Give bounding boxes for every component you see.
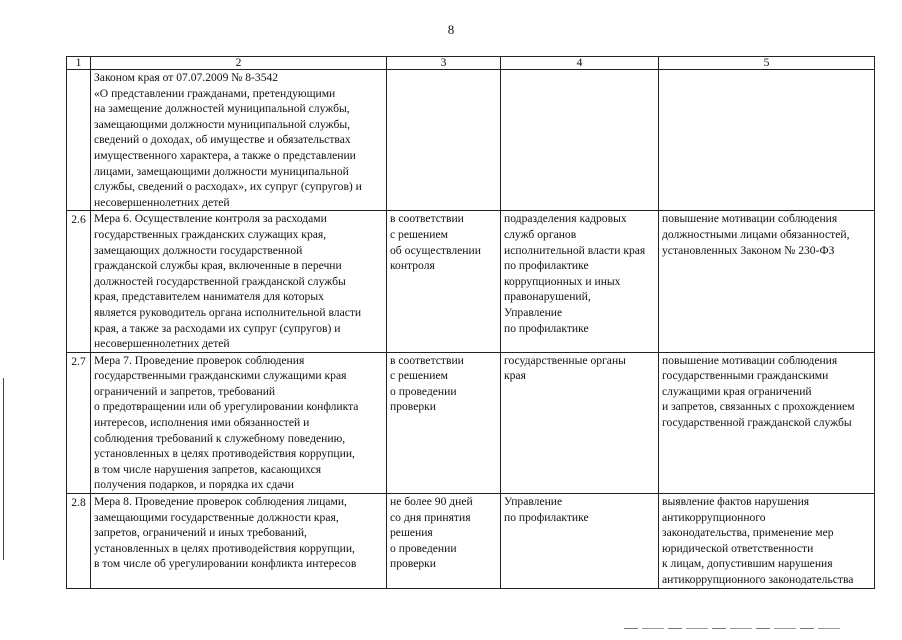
text-line: соблюдения требований к служебному поведению, (94, 431, 346, 445)
text-line: Законом края от 07.07.2009 № 8-3542 (94, 71, 279, 84)
text-line: с решением (390, 369, 448, 383)
responsible-cell (501, 70, 659, 211)
text-line: Мера 6. Осуществление контроля за расходами (94, 212, 327, 226)
text-line: правонарушений, (504, 290, 591, 304)
text-line: в том числе нарушения запретов, касающихся (94, 462, 322, 476)
text-line: служащими края ограничений (662, 384, 812, 398)
header-row (67, 57, 875, 70)
text-line: службы, сведений о расходах», их супруг (супругов) и (94, 180, 362, 194)
page-number: 8 (447, 22, 455, 37)
measure-cell (91, 494, 387, 589)
table-row (67, 352, 875, 493)
text-line: в соответствии (390, 212, 464, 226)
measure-cell (91, 352, 387, 493)
text-line: антикоррупционного законодательства (662, 573, 854, 586)
text-line: по профилактике (504, 259, 589, 273)
text-line: государственных гражданских служащих края, (94, 227, 327, 241)
text-line: установленных в целях противодействия коррупции, (94, 541, 355, 555)
text-line: установленных в целях противодействия коррупции, (94, 447, 355, 461)
text-line: несовершеннолетних детей (94, 337, 230, 351)
measure-cell (91, 70, 387, 211)
text-line: Мера 8. Проведение проверок соблюдения лицами, (94, 495, 347, 509)
text-line: должностными лицами обязанностей, (662, 227, 850, 241)
text-line: государственной гражданской службы (662, 416, 852, 430)
text-line: имущественного характера, а также о представлении (94, 148, 356, 162)
text-line: государственными гражданскими служащими края (94, 369, 347, 383)
row-number: 2.7 (67, 352, 91, 493)
text-line: замещающих должности государственной (94, 243, 303, 257)
text-line: повышение мотивации соблюдения (662, 212, 838, 226)
text-line: с решением (390, 227, 448, 241)
responsible-cell (501, 494, 659, 589)
result-cell (659, 352, 875, 493)
text-line: Управление (504, 305, 563, 319)
header-col-3: 3 (387, 57, 501, 70)
text-line: юридической ответственности (662, 541, 814, 555)
text-line: со дня принятия (390, 510, 471, 524)
responsible-cell (501, 352, 659, 493)
text-line: запретов, ограничений и иных требований, (94, 526, 307, 540)
text-line: ограничений и запретов, требований (94, 384, 276, 398)
text-line: к лицам, допустившим нарушения (662, 557, 833, 571)
text-line: проверки (390, 400, 436, 414)
text-line: получения подарков, и порядка их сдачи (94, 478, 294, 492)
text-line: законодательства, применение мер (662, 526, 834, 540)
result-cell (659, 70, 875, 211)
text-line: края (504, 369, 526, 383)
table-row (67, 70, 875, 211)
text-line: выявление фактов нарушения (662, 495, 810, 509)
text-line: государственные органы (504, 353, 626, 367)
measure-cell (91, 211, 387, 352)
text-line: подразделения кадровых (504, 212, 627, 226)
text-line: проверки (390, 557, 436, 571)
text-line: о проведении (390, 541, 457, 555)
text-line: Мера 7. Проведение проверок соблюдения (94, 353, 305, 367)
deadline-cell (387, 211, 501, 352)
text-line: и запретов, связанных с прохождением (662, 400, 855, 414)
text-line: интересов, исполнения ими обязанностей и (94, 416, 310, 430)
text-line: о проведении (390, 384, 457, 398)
text-line: об осуществлении (390, 243, 481, 257)
text-line: края, а также за расходами их супруг (супругов) и (94, 321, 341, 335)
text-line: замещающими должности муниципальной службы, (94, 117, 351, 131)
row-number: 2.8 (67, 494, 91, 589)
scan-margin-line (3, 378, 4, 560)
result-cell (659, 494, 875, 589)
text-line: служб органов (504, 227, 577, 241)
responsible-cell (501, 211, 659, 352)
text-line: Управление (504, 495, 563, 509)
text-line: в том числе об урегулировании конфликта интересов (94, 557, 357, 571)
text-line: является руководитель органа исполнительной власти (94, 305, 362, 319)
text-line: несовершеннолетних детей (94, 195, 230, 209)
text-line: антикоррупционного (662, 510, 766, 524)
text-line: края, представителем нанимателя для которых (94, 290, 324, 304)
text-line: гражданской службы края, включенные в перечни (94, 259, 342, 273)
text-line: государственными гражданскими (662, 369, 829, 383)
scan-artifact-line (624, 628, 844, 629)
text-line: замещающими государственные должности края, (94, 510, 339, 524)
text-line: не более 90 дней (390, 495, 473, 509)
text-line: повышение мотивации соблюдения (662, 353, 838, 367)
text-line: решения (390, 526, 433, 540)
text-line: сведений о доходах, об имуществе и обязательствах (94, 133, 351, 147)
table-row (67, 494, 875, 589)
header-col-5: 5 (659, 57, 875, 70)
text-line: должностей государственной гражданской службы (94, 274, 346, 288)
text-line: о предотвращении или об урегулировании конфликта (94, 400, 359, 414)
text-line: исполнительной власти края (504, 243, 646, 257)
deadline-cell (387, 70, 501, 211)
header-col-1: 1 (67, 57, 91, 70)
header-col-4: 4 (501, 57, 659, 70)
text-line: установленных Законом № 230-ФЗ (662, 243, 835, 257)
text-line: коррупционных и иных (504, 274, 621, 288)
text-line: на замещение должностей муниципальной службы, (94, 102, 350, 116)
measures-table (66, 56, 875, 589)
text-line: «О представлении гражданами, претендующими (94, 86, 336, 100)
deadline-cell (387, 352, 501, 493)
row-number (67, 70, 91, 211)
text-line: по профилактике (504, 321, 589, 335)
result-cell (659, 211, 875, 352)
text-line: контроля (390, 259, 435, 273)
text-line: по профилактике (504, 510, 589, 524)
row-number: 2.6 (67, 211, 91, 352)
text-line: в соответствии (390, 353, 464, 367)
table-row (67, 211, 875, 352)
deadline-cell (387, 494, 501, 589)
header-col-2: 2 (91, 57, 387, 70)
text-line: лицами, замещающими должности муниципальной (94, 164, 349, 178)
